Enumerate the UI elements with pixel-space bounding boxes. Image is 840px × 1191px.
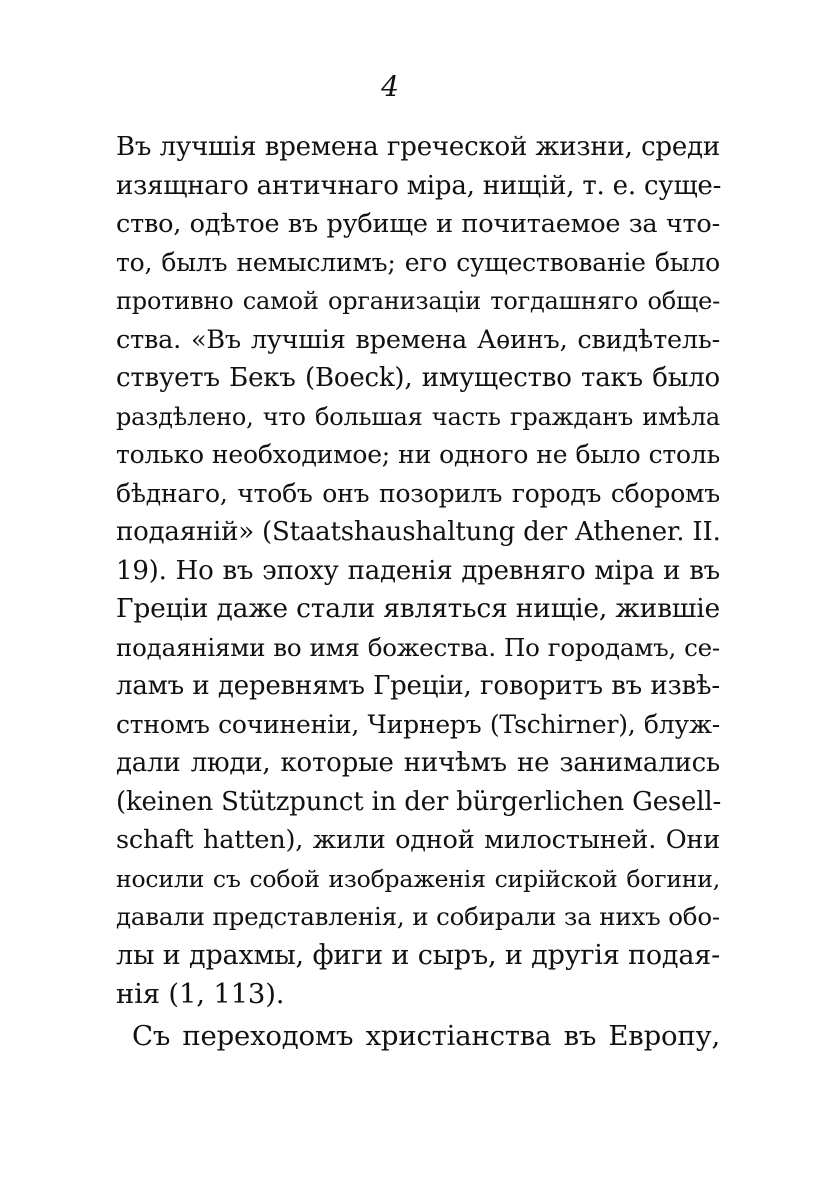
- text-line: стномъ сочиненіи, Чирнеръ (Tschirner), блуж-: [116, 709, 720, 739]
- text-line: Въ лучшія времена греческой жизни, среди: [116, 132, 720, 162]
- text-line: подаяній» (Staatshaushaltung der Athener. II.: [116, 517, 721, 547]
- text-line: носили съ собой изображенія сирійской богини,: [116, 864, 720, 893]
- text-line: то, былъ немыслимъ; его существованіе было: [116, 247, 720, 277]
- paragraph-2: [116, 1017, 720, 1056]
- text-line: schaft hatten), жили одной милостыней. Они: [116, 825, 720, 855]
- text-line: ствуетъ Бекъ (Boeck), имущество такъ было: [116, 363, 720, 393]
- text-line: давали представленія, и собирали за нихъ обо-: [116, 902, 720, 931]
- text-line: ламъ и деревнямъ Греціи, говоритъ въ извѣ-: [116, 671, 720, 701]
- page-number: 4: [381, 70, 399, 103]
- text-line: раздѣлено, что большая часть гражданъ имѣла: [116, 402, 720, 431]
- body-text: [116, 128, 720, 1055]
- text-line: противно самой организаціи тогдашняго обще-: [116, 287, 720, 315]
- text-line: ства. «Въ лучшія времена Аѳинъ, свидѣтель-: [116, 324, 720, 355]
- text-line: подаяніями во имя божества. По городамъ, се-: [116, 632, 720, 662]
- text-line: 19). Но въ эпоху паденія древняго міра и въ: [116, 555, 720, 586]
- text-line: бѣднаго, чтобъ онъ позорилъ городъ сборомъ: [116, 478, 720, 508]
- text-line: ство, одѣтое въ рубище и почитаемое за что-: [116, 209, 720, 239]
- text-line: Греціи даже стали являться нищіе, жившіе: [116, 593, 720, 624]
- text-line: изящнаго античнаго міра, нищій, т. е. суще-: [116, 170, 722, 201]
- paragraph-1: [116, 128, 720, 1014]
- text-line: (keinen Stützpunct in der bürgerlichen Gesell-: [116, 786, 722, 817]
- text-line: только необходимое; ни одного не было столь: [116, 440, 720, 469]
- text-line: лы и драхмы, фиги и сыръ, и другія подая-: [116, 939, 720, 971]
- text-line: нія (1, 113).: [116, 978, 285, 1010]
- text-line: Съ переходомъ христіанства въ Европу,: [132, 1019, 720, 1052]
- text-line: дали люди, которые ничѣмъ не занимались: [116, 748, 720, 778]
